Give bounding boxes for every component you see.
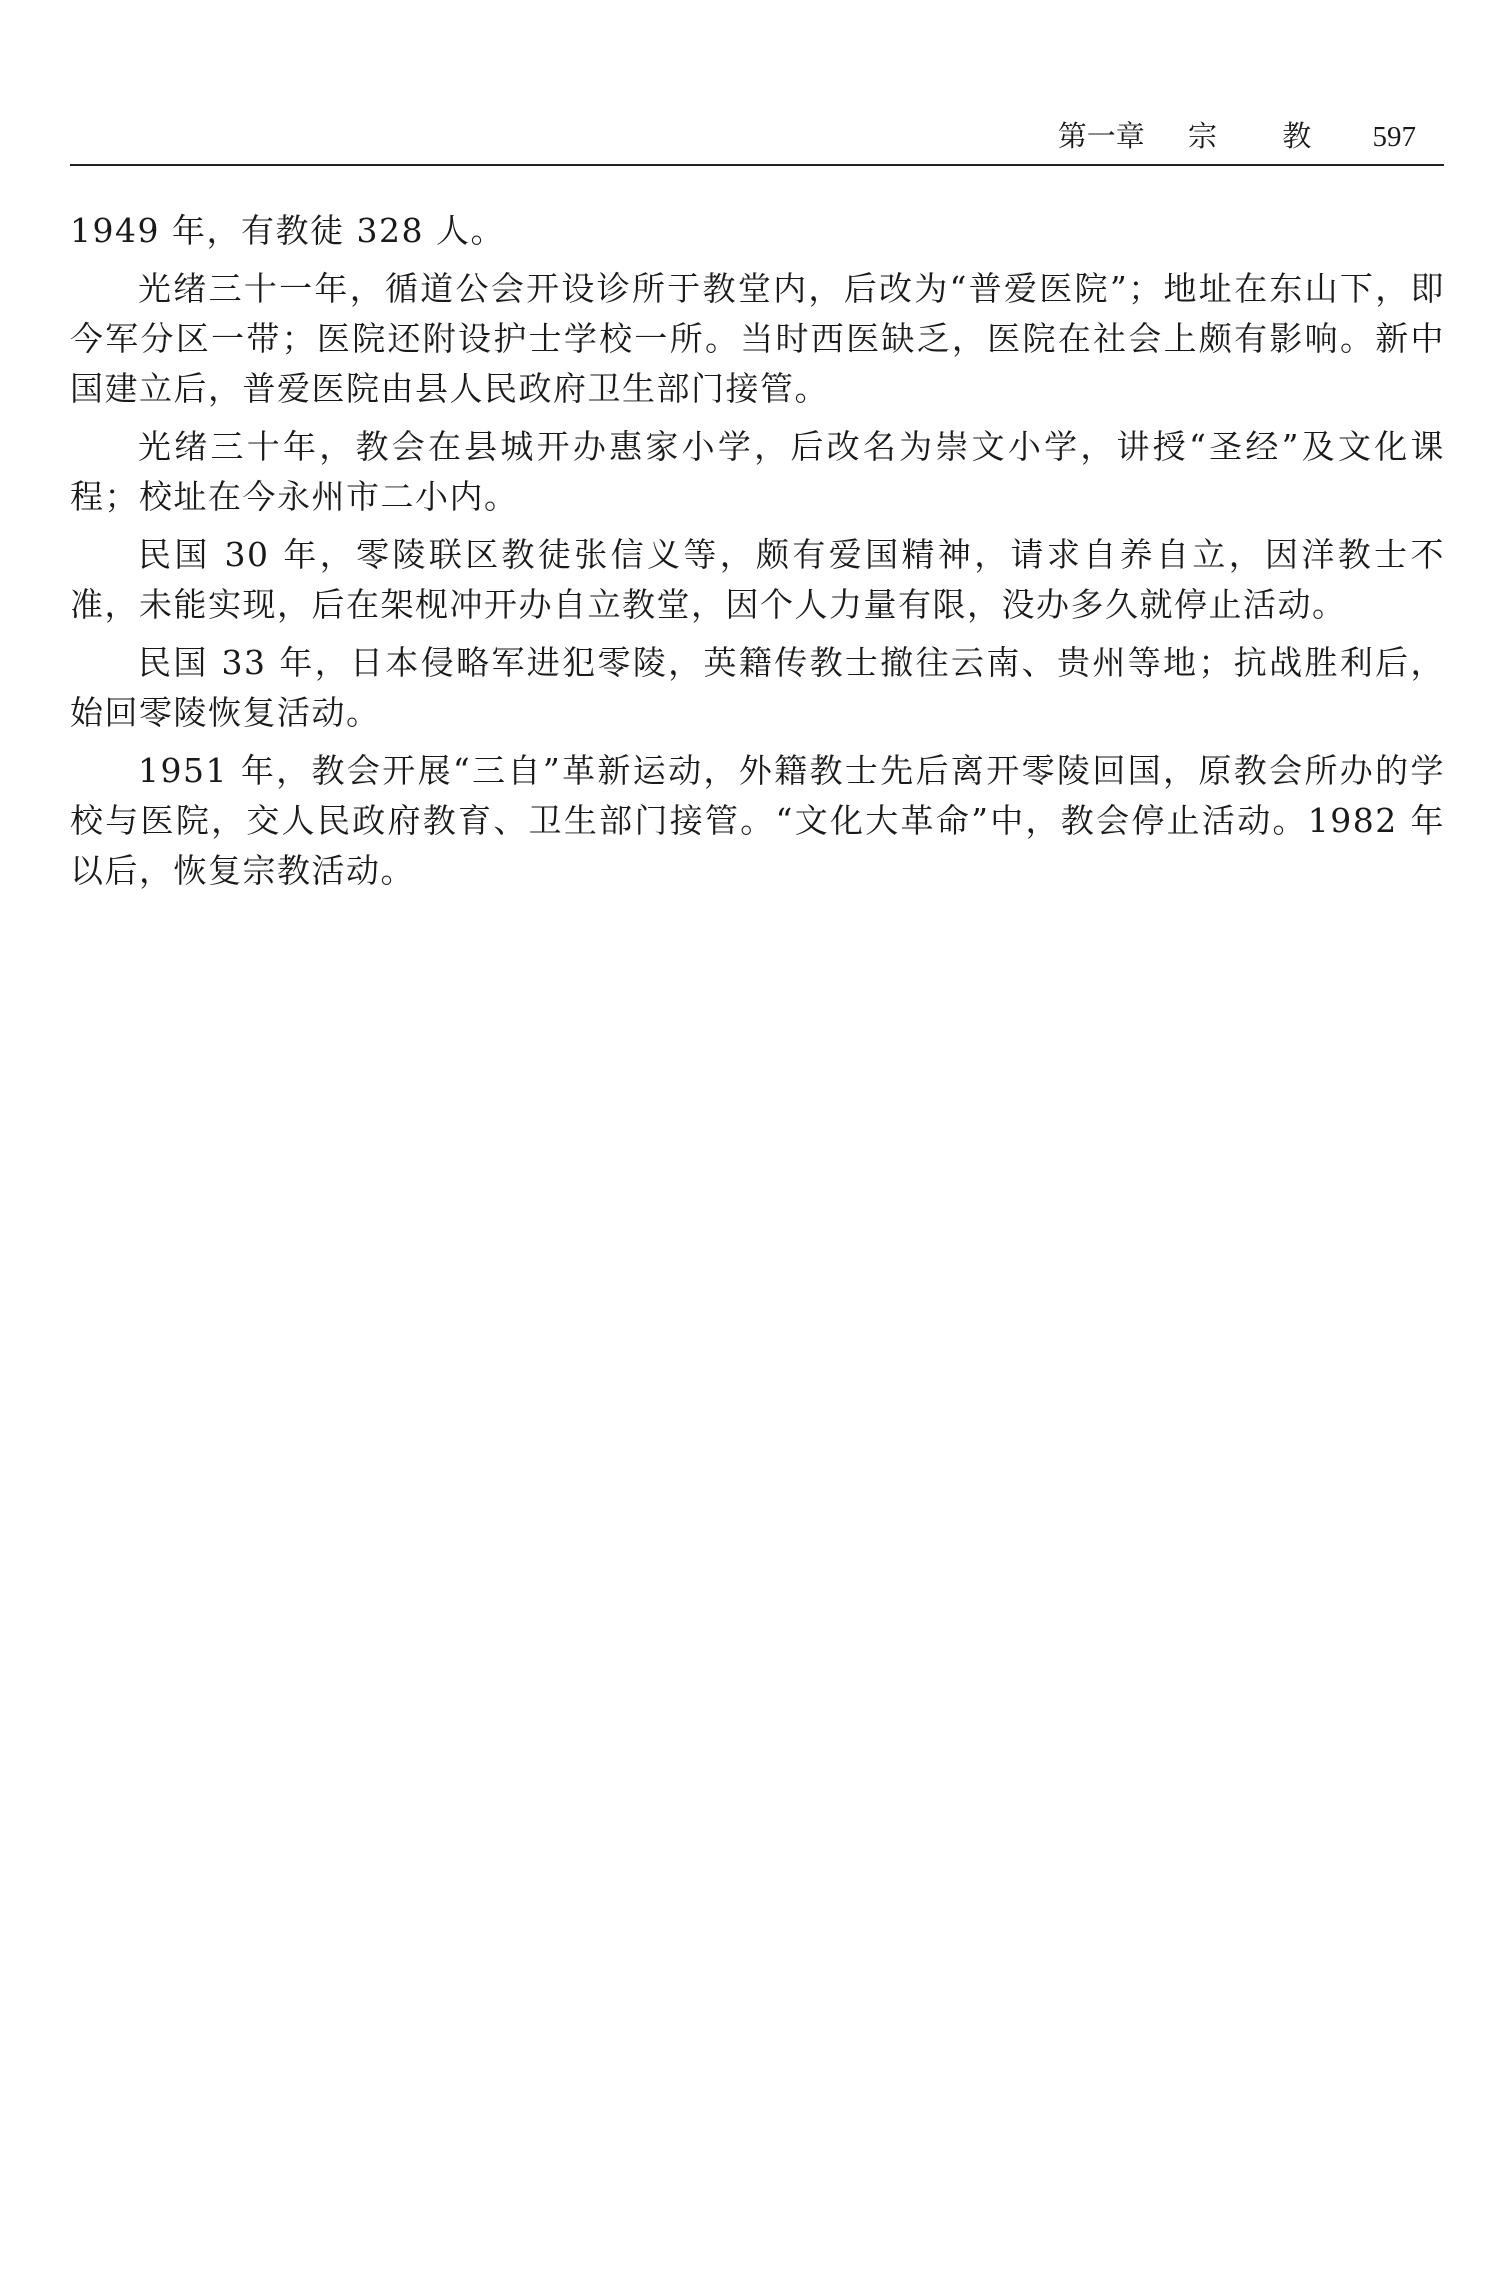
page-number: 597 [1372,121,1416,153]
paragraph-1: 1949 年，有教徒 328 人。 [70,211,505,250]
paragraph-6: 1951 年，教会开展“三自”革新运动，外籍教士先后离开零陵回国，原教会所办的学校与医院，交人民政府教育、卫生部门接管。“文化大革命”中，教会停止活动。1982 年以后，恢复宗教活动。 [70,751,1445,890]
paragraph-2: 光绪三十一年，循道公会开设诊所于教堂内，后改为“普爱医院”；地址在东山下，即今军分区一带；医院还附设护士学校一所。当时西医缺乏，医院在社会上颇有影响。新中国建立后，普爱医院由县人民政府卫生部门接管。 [70,269,1445,408]
paragraph-5: 民国 33 年，日本侵略军进犯零陵，英籍传教士撤往云南、贵州等地；抗战胜利后，始回零陵恢复活动。 [70,643,1445,732]
header-text [1058,116,1416,157]
chapter-label: 第一章 [1057,119,1145,153]
running-header [70,108,1444,166]
section-title-char-2: 教 [1282,119,1312,153]
paragraph-4: 民国 30 年，零陵联区教徒张信义等，颇有爱国精神，请求自养自立，因洋教士不准，未能实现，后在架枧冲开办自立教堂，因个人力量有限，没办多久就停止活动。 [70,535,1445,624]
section-title-char-1: 宗 [1188,119,1218,153]
paragraph-3: 光绪三十年，教会在县城开办惠家小学，后改名为崇文小学，讲授“圣经”及文化课程；校址在今永州市二小内。 [70,427,1445,516]
body-text [70,206,1445,904]
